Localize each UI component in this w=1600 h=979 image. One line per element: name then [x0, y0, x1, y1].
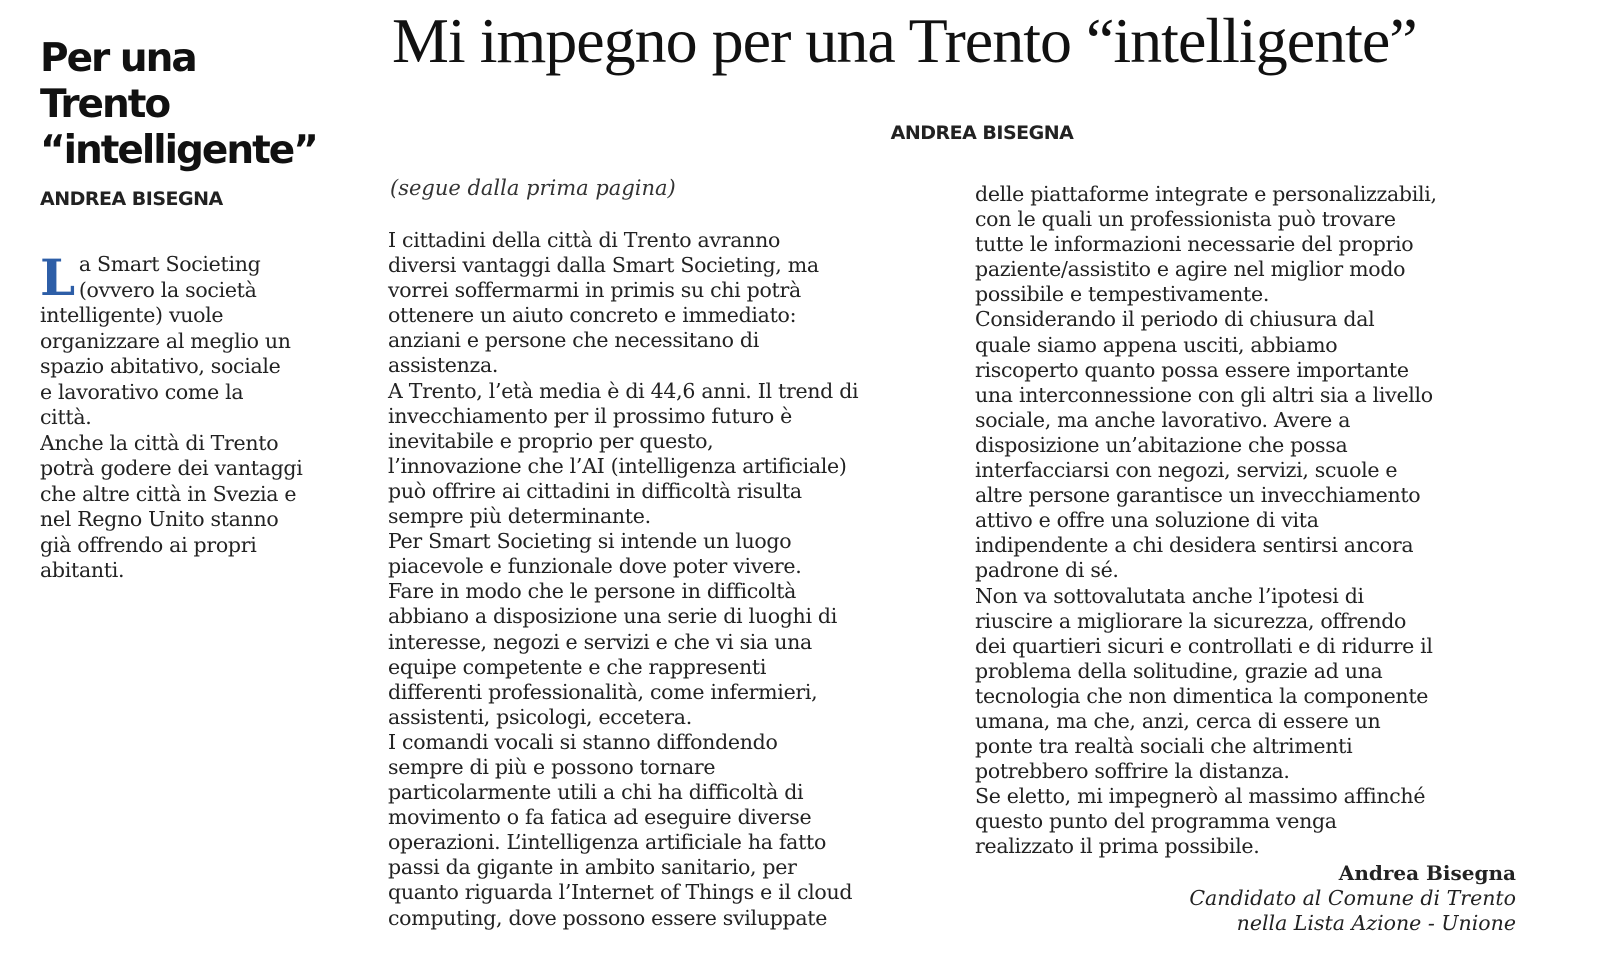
article-line: disposizione un’abitazione che possa	[975, 432, 1348, 457]
sidebar-line: abitanti.	[40, 558, 125, 582]
article-line: attivo e offre una soluzione di vita	[975, 508, 1319, 533]
sidebar-headline	[40, 36, 336, 174]
article-line: delle piattaforme integrate e personalizzabili,	[975, 182, 1437, 206]
article-line: abbiano a disposizione una serie di luoghi di	[388, 604, 838, 629]
sidebar-headline-line: Per una Trento	[40, 36, 196, 127]
article-line: Non va sottovalutata anche l’ipotesi di	[975, 583, 1364, 608]
article-line: problema della solitudine, grazie ad una	[975, 658, 1383, 683]
sidebar-line: organizzare al meglio un	[40, 328, 291, 353]
sidebar-line: già offrendo ai propri	[40, 532, 257, 557]
article-line: I cittadini della città di Trento avranno	[388, 228, 781, 252]
article-column-1	[388, 228, 858, 931]
article-line: piacevole e funzionale dove poter vivere.	[388, 554, 802, 579]
article-line: I comandi vocali si stanno diffondendo	[388, 729, 778, 754]
article-title: Mi impegno per una Trento “intelligente”	[392, 5, 1417, 76]
article-author: ANDREA BISEGNA	[890, 122, 1074, 144]
article-line: possibile e tempestivamente.	[975, 282, 1270, 307]
signature-name: Andrea Bisegna	[1338, 861, 1516, 885]
article-line: tutte le informazioni necessarie del proprio	[975, 232, 1414, 257]
article-line: Fare in modo che le persone in difficoltà	[388, 579, 797, 604]
article-line: Per Smart Societing si intende un luogo	[388, 529, 792, 554]
sidebar-line: che altre città in Svezia e	[40, 481, 297, 506]
article-line: equipe competente e che rappresenti	[388, 654, 767, 679]
sidebar-teaser	[40, 36, 336, 584]
article-line: riscoperto quanto possa essere importante	[975, 357, 1409, 382]
dropcap: L	[40, 252, 75, 307]
article-line: sempre più determinante.	[388, 504, 651, 529]
article-line: sociale, ma anche lavorativo. Avere a	[975, 407, 1351, 432]
article-line: invecchiamento per il prossimo futuro è	[388, 403, 792, 428]
sidebar-line: Anche la città di Trento	[40, 430, 279, 455]
article-line: può offrire ai cittadini in difficoltà risulta	[388, 478, 802, 503]
article-line: assistenza.	[388, 353, 499, 378]
article-line: realizzato il prima possibile.	[975, 834, 1260, 859]
article-line: inevitabile e proprio per questo,	[388, 428, 714, 453]
article-line: movimento o fa fatica ad eseguire diverse	[388, 805, 812, 830]
article-line: diversi vantaggi dalla Smart Societing, ma	[388, 253, 819, 278]
signature-role: Candidato al Comune di Trento	[1189, 886, 1516, 910]
article-line: l’innovazione che l’AI (intelligenza artificiale)	[388, 453, 847, 478]
article-line: ottenere un aiuto concreto e immediato:	[388, 303, 797, 328]
article-line: interesse, negozi e servizi e che vi sia una	[388, 629, 812, 654]
article-line: ponte tra realtà sociali che altrimenti	[975, 734, 1353, 759]
sidebar-line: a Smart Societing	[78, 252, 261, 276]
article-line: differenti professionalità, come infermieri,	[388, 679, 818, 704]
article-line: Considerando il periodo di chiusura dal	[975, 307, 1375, 332]
article-line: padrone di sé.	[975, 558, 1119, 583]
article-line: computing, dove possono essere sviluppate	[388, 905, 828, 930]
sidebar-line: città.	[40, 405, 92, 429]
article-line: anziani e persone che necessitano di	[388, 328, 759, 353]
sidebar-line: intelligente) vuole	[40, 303, 224, 327]
article-line: sempre di più e possono tornare	[388, 754, 716, 779]
article-line: altre persone garantisce un invecchiamento	[975, 483, 1421, 508]
article-column-2	[975, 182, 1437, 860]
article-line: una interconnessione con gli altri sia a livello	[975, 382, 1433, 407]
article-line: interfacciarsi con negozi, servizi, scuole e	[975, 458, 1398, 483]
article-line: umana, ma che, anzi, cerca di essere un	[975, 708, 1381, 733]
sidebar-body	[40, 252, 336, 584]
article-signature	[1189, 860, 1516, 936]
article-line: tecnologia che non dimentica la componente	[975, 683, 1429, 708]
sidebar-line: nel Regno Unito stanno	[40, 507, 279, 531]
article-line: particolarmente utili a chi ha difficoltà di	[388, 780, 804, 805]
article-line: riuscire a migliorare la sicurezza, offrendo	[975, 608, 1407, 633]
article-line: Se eletto, mi impegnerò al massimo affinché	[975, 784, 1426, 809]
article-intro: (segue dalla prima pagina)	[390, 176, 676, 200]
article-line: assistenti, psicologi, eccetera.	[388, 704, 692, 729]
article-line: dei quartieri sicuri e controllati e di ridurre il	[975, 633, 1433, 658]
sidebar-headline-line: “intelligente”	[40, 128, 317, 173]
article-line: quale siamo appena usciti, abbiamo	[975, 332, 1338, 357]
article-line: paziente/assistito e agire nel miglior modo	[975, 257, 1406, 282]
article-line: passi da gigante in ambito sanitario, per	[388, 855, 797, 880]
sidebar-line: e lavorativo come la	[40, 379, 244, 404]
sidebar-line: spazio abitativo, sociale	[40, 354, 281, 378]
sidebar-line: (ovvero la società	[78, 277, 257, 302]
article-line: indipendente a chi desidera sentirsi ancora	[975, 533, 1414, 558]
article-line: con le quali un professionista può trovare	[975, 207, 1396, 232]
article-line: quanto riguarda l’Internet of Things e il cloud	[388, 880, 853, 905]
article-line: operazioni. L’intelligenza artificiale ha fatto	[388, 830, 827, 855]
sidebar-author: ANDREA BISEGNA	[40, 188, 223, 210]
article-line: vorrei soffermarmi in primis su chi potrà	[388, 278, 801, 303]
article-line: A Trento, l’età media è di 44,6 anni. Il trend di	[388, 378, 859, 403]
signature-role: nella Lista Azione - Unione	[1236, 911, 1516, 935]
article-line: potrebbero soffrire la distanza.	[975, 759, 1290, 784]
sidebar-line: potrà godere dei vantaggi	[40, 456, 303, 480]
article-line: questo punto del programma venga	[975, 809, 1337, 834]
